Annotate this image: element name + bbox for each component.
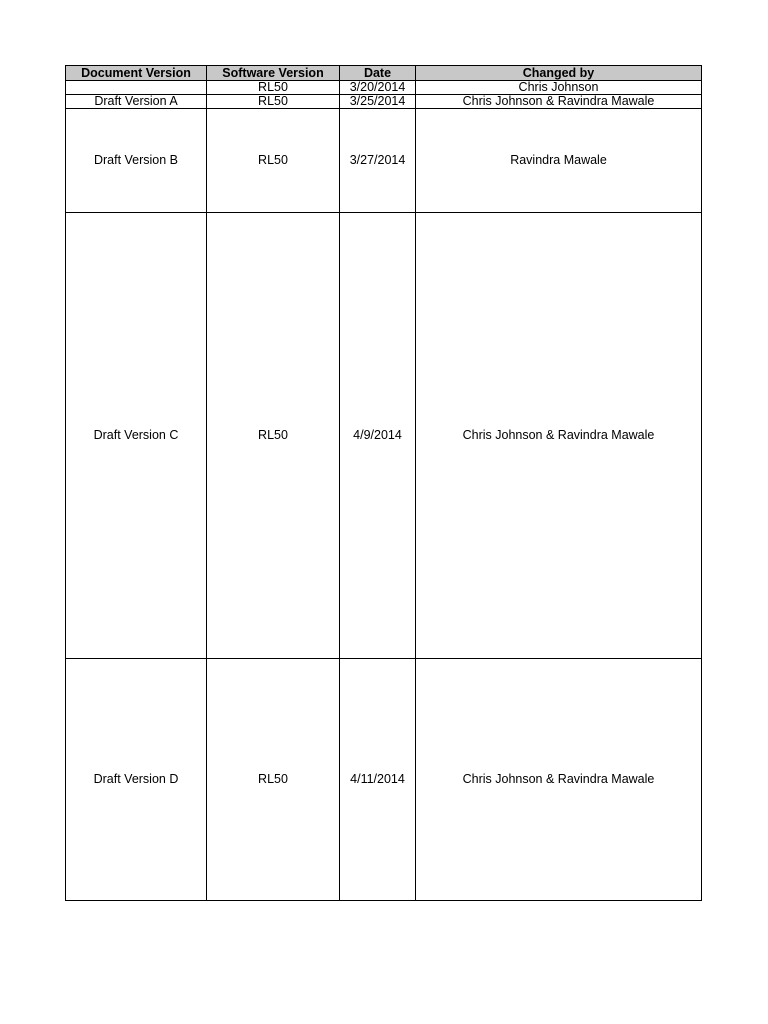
header-document-version: Document Version — [66, 66, 207, 81]
cell-document-version: Draft Version B — [66, 109, 207, 213]
cell-date: 3/20/2014 — [340, 81, 416, 95]
cell-software-version: RL50 — [207, 213, 340, 659]
table-header-row — [66, 66, 702, 81]
cell-document-version — [66, 81, 207, 95]
table-row — [66, 81, 702, 95]
revision-history-table — [65, 65, 702, 901]
header-changed-by: Changed by — [416, 66, 702, 81]
cell-changed-by: Chris Johnson & Ravindra Mawale — [416, 659, 702, 901]
cell-software-version: RL50 — [207, 81, 340, 95]
cell-software-version: RL50 — [207, 109, 340, 213]
cell-document-version: Draft Version D — [66, 659, 207, 901]
table-row — [66, 659, 702, 901]
cell-date: 4/9/2014 — [340, 213, 416, 659]
cell-changed-by: Chris Johnson & Ravindra Mawale — [416, 213, 702, 659]
cell-changed-by: Chris Johnson — [416, 81, 702, 95]
cell-changed-by: Chris Johnson & Ravindra Mawale — [416, 95, 702, 109]
cell-date: 3/25/2014 — [340, 95, 416, 109]
cell-document-version: Draft Version C — [66, 213, 207, 659]
table-row — [66, 95, 702, 109]
table-row — [66, 213, 702, 659]
cell-date: 3/27/2014 — [340, 109, 416, 213]
cell-software-version: RL50 — [207, 659, 340, 901]
header-date: Date — [340, 66, 416, 81]
header-software-version: Software Version — [207, 66, 340, 81]
table-row — [66, 109, 702, 213]
cell-software-version: RL50 — [207, 95, 340, 109]
cell-document-version: Draft Version A — [66, 95, 207, 109]
cell-changed-by: Ravindra Mawale — [416, 109, 702, 213]
cell-date: 4/11/2014 — [340, 659, 416, 901]
